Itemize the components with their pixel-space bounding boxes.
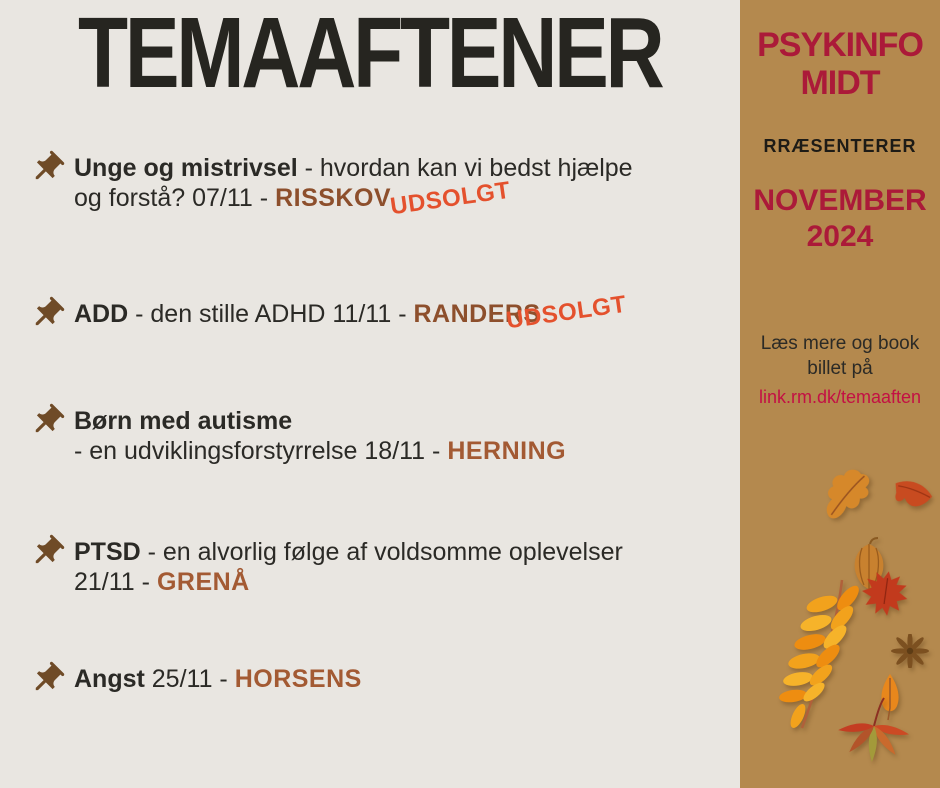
- city-label: HERNING: [447, 437, 567, 465]
- pushpin-icon: [28, 149, 66, 187]
- event-item-boern-med-autisme: [28, 406, 566, 466]
- soldout-badge: UDSOLGT: [504, 290, 629, 335]
- pushpin-icon: [28, 533, 66, 571]
- month-title: NOVEMBER 2024: [753, 184, 927, 253]
- brand-title: PSYKINFO MIDT: [757, 26, 923, 102]
- page-title: TEMAAFTENER: [78, 0, 662, 109]
- city-label: RANDERS: [413, 300, 541, 328]
- event-text: Børn med autisme - en udviklingsforstyrrelse 18/11 - HERNING: [74, 407, 567, 465]
- creeper-leaf-icon: [824, 696, 920, 788]
- red-leaf-fragment-icon: [890, 475, 937, 516]
- event-text: PTSD - en alvorlig følge af voldsomme oplevelser 21/11 - GRENÅ: [74, 538, 623, 596]
- event-text: Angst 25/11 - HORSENS: [74, 665, 362, 693]
- city-label: HORSENS: [234, 665, 362, 693]
- event-item-add: [28, 290, 629, 335]
- star-anise-icon: [890, 634, 930, 668]
- event-item-unge-og-mistrivsel: [28, 153, 633, 221]
- city-label: RISSKOV: [275, 184, 392, 212]
- event-text: Unge og mistrivsel - hvordan kan vi bedst hjælpe og forstå? 07/11 - RISSKOV: [74, 154, 633, 212]
- event-text: ADD - den stille ADHD 11/11 - RANDERS: [74, 300, 541, 328]
- pushpin-icon: [28, 295, 66, 333]
- event-item-ptsd: [28, 537, 623, 597]
- city-label: GRENÅ: [156, 568, 250, 596]
- presents-label: RRÆSENTERER: [763, 136, 917, 156]
- pushpin-icon: [28, 402, 66, 440]
- sidebar: [740, 0, 940, 788]
- pushpin-icon: [28, 660, 66, 698]
- event-item-angst: [28, 664, 362, 698]
- oak-leaf-icon: [814, 462, 882, 527]
- soldout-badge: UDSOLGT: [388, 176, 513, 221]
- booking-link[interactable]: link.rm.dk/temaaften: [758, 387, 922, 407]
- cta-text: Læs mere og book billet på: [760, 333, 920, 379]
